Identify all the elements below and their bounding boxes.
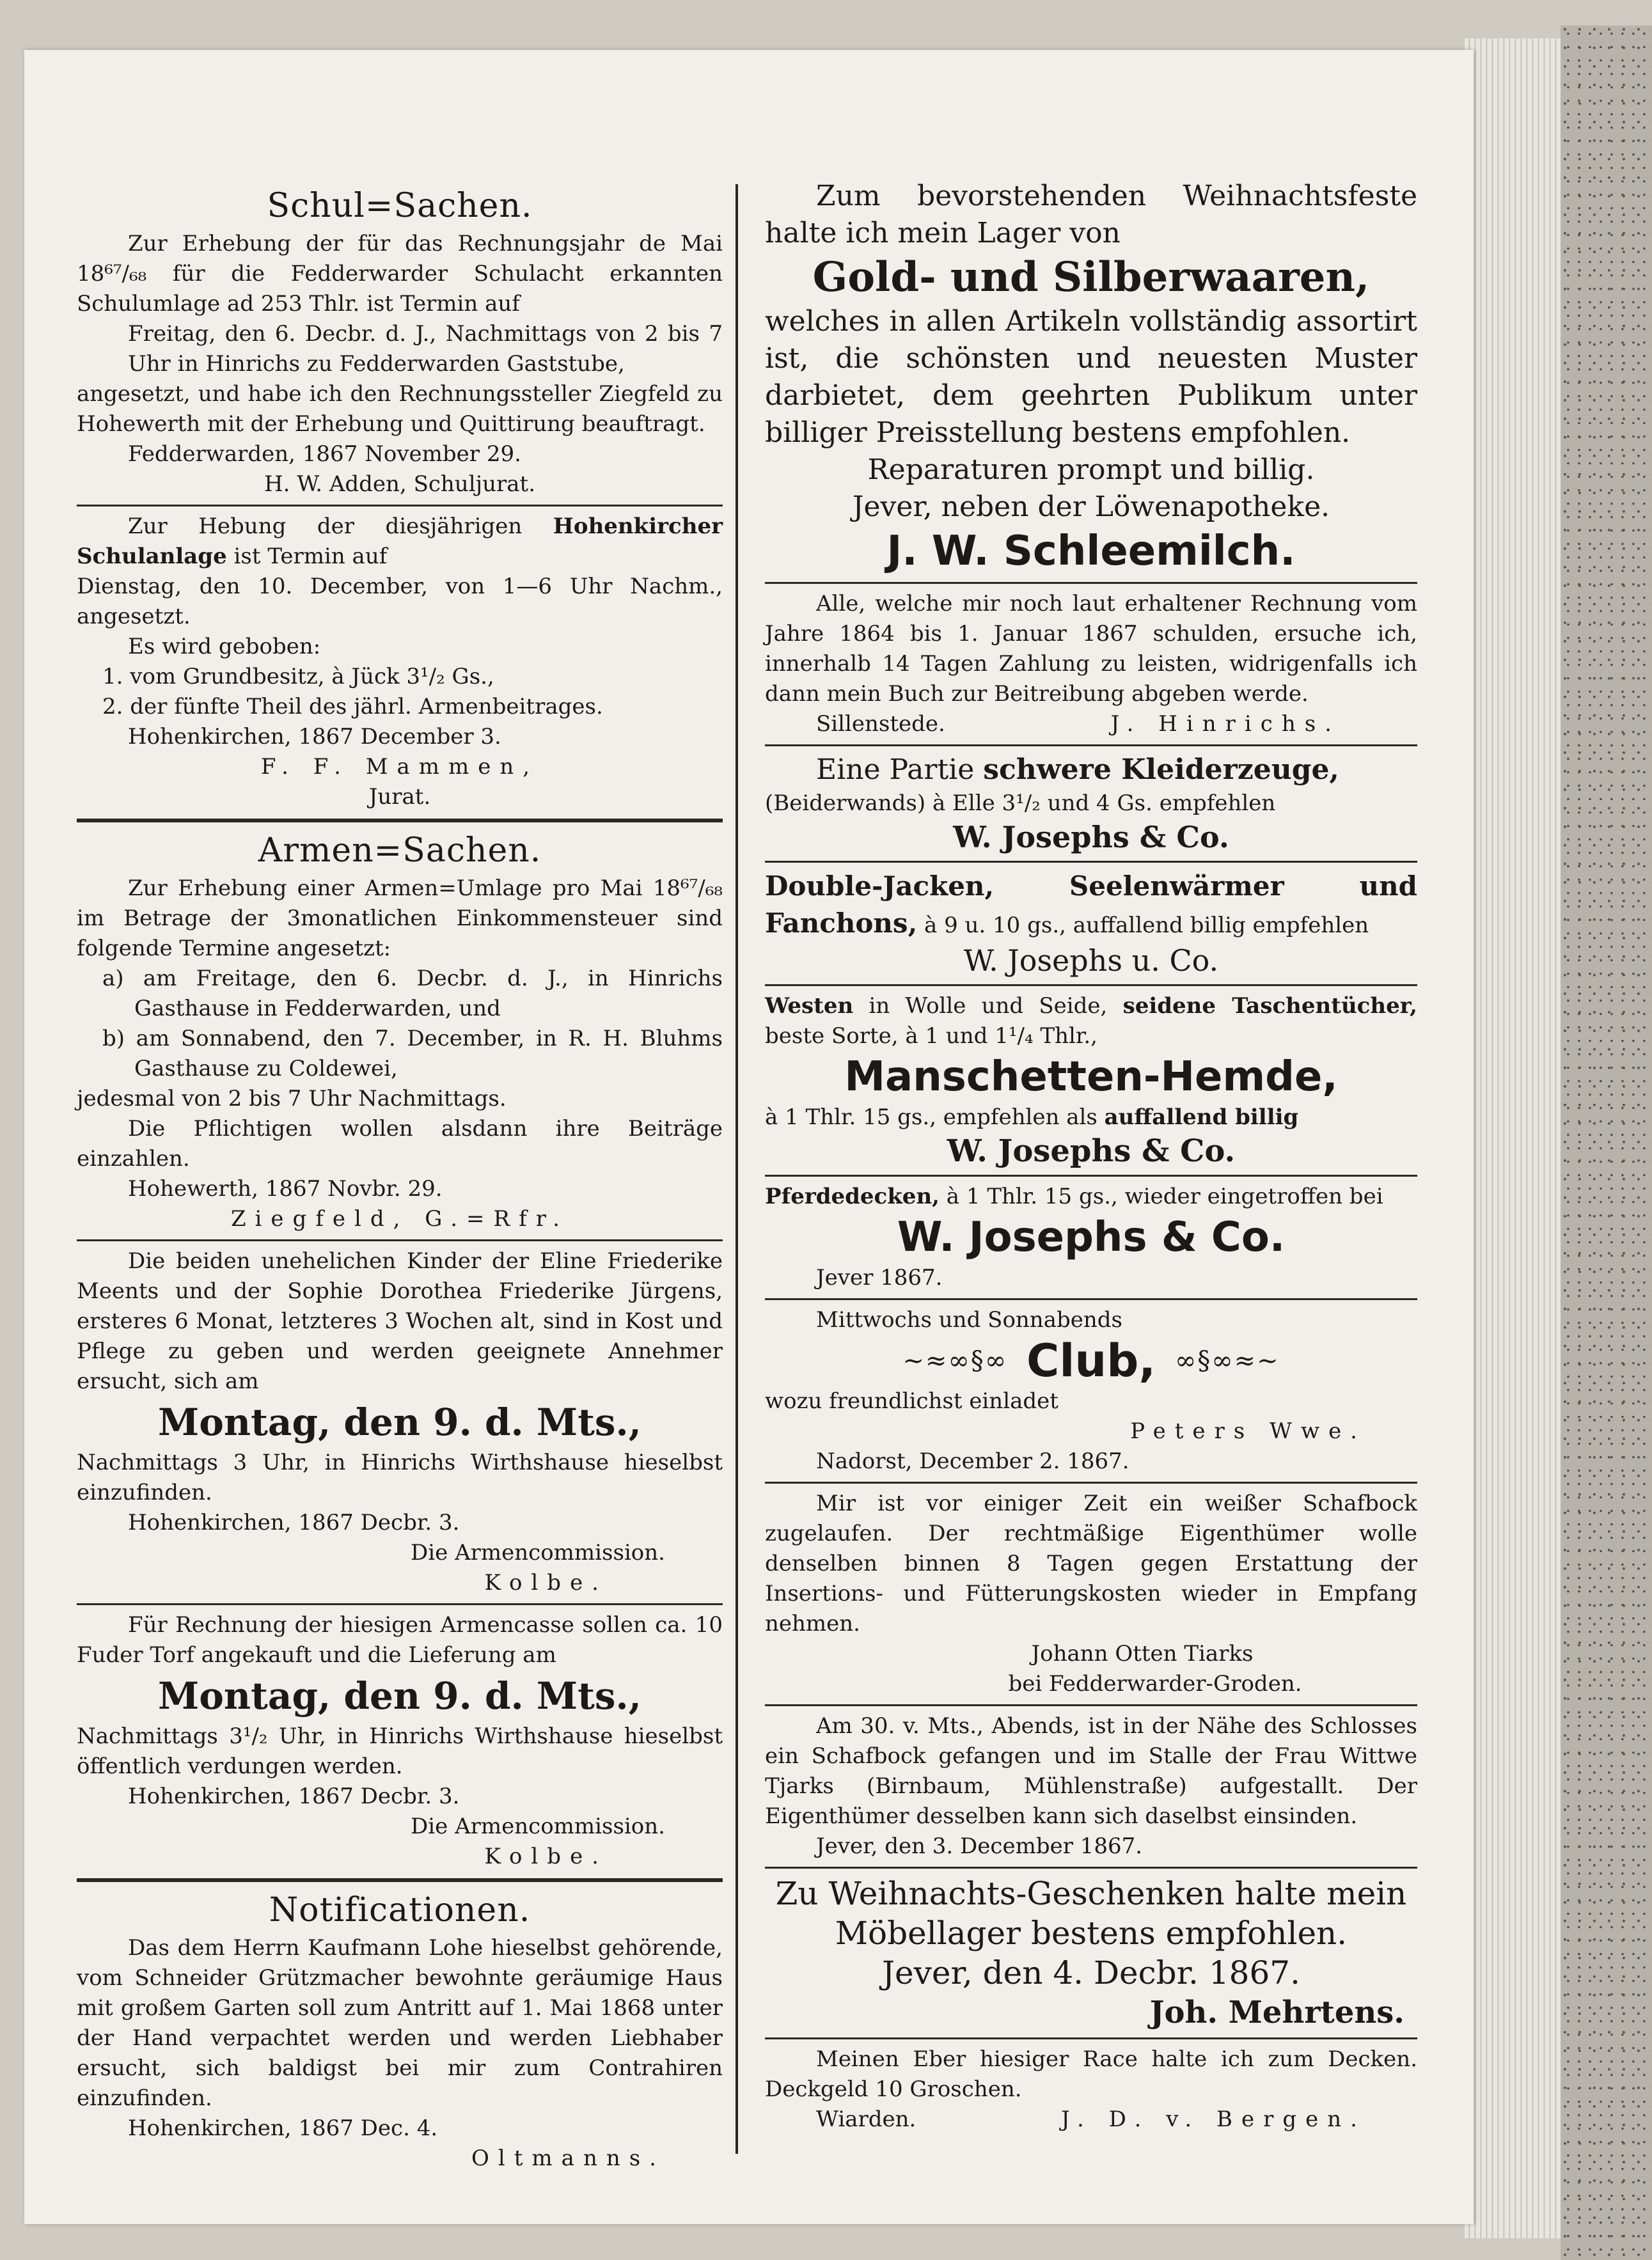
schul-signature: H. W. Adden, Schuljurat. xyxy=(264,471,536,497)
schaf2-text: Am 30. v. Mts., Abends, ist in der Nähe des Schlosses ein Schafbock gefangen und im Stalle der Frau Wittwe Tjarks (Birnbaum, Mühlenstraße) aufgestallt. Der Eigenthümer desselben kann sich daselbst einsinden. xyxy=(765,1713,1417,1829)
kleid-text-1 xyxy=(765,751,1417,789)
westen-headline: Manschetten-Hemde, xyxy=(844,1053,1338,1101)
section-heading-notif: Notificationen. xyxy=(269,1891,531,1929)
divider xyxy=(765,1482,1417,1484)
hohen-text-1c: ist Termin auf xyxy=(226,544,388,569)
divider xyxy=(77,1603,723,1605)
kinder-date-headline: Montag, den 9. d. Mts., xyxy=(158,1401,641,1444)
schaf1-signature-2: bei Fedderwarder-Groden. xyxy=(1008,1671,1302,1697)
kleid-signature: W. Josephs & Co. xyxy=(953,820,1229,854)
kleid-text-1a: Eine Partie xyxy=(816,753,984,786)
divider xyxy=(765,984,1417,986)
gold-headline: Gold- und Silberwaaren, xyxy=(812,253,1370,301)
section-heading-armen: Armen=Sachen. xyxy=(258,831,542,870)
armen-term-a: a) am Freitage, den 6. Decbr. d. J., in Hinrichs Gasthause in Fedderwarden, und xyxy=(102,966,723,1021)
double-signature: W. Josephs u. Co. xyxy=(963,943,1219,978)
gold-text-4: Jever, neben der Löwenapotheke. xyxy=(852,490,1330,523)
westen-text-1c: seidene Taschentücher, xyxy=(1122,993,1418,1019)
eber-text: Meinen Eber hiesiger Race halte ich zum Decken. Deckgeld 10 Groschen. xyxy=(765,2046,1417,2102)
gold-text-1: Zum bevorstehenden Weihnachtsfeste halte ich mein Lager von xyxy=(765,180,1417,249)
westen-text-1b: in Wolle und Seide, xyxy=(853,993,1123,1019)
westen-text-2a: à 1 Thlr. 15 gs., empfehlen als xyxy=(765,1104,1105,1130)
double-text-1a: Double-Jacken, Seelenwärmer und Fanchons, xyxy=(765,870,1417,939)
club-signature: Peters Wwe. xyxy=(1130,1418,1366,1444)
divider xyxy=(77,505,723,506)
schuld-footer xyxy=(765,709,1417,739)
torf-date-headline: Montag, den 9. d. Mts., xyxy=(158,1674,641,1718)
newspaper-page xyxy=(24,50,1474,2224)
torf-text-2: Nachmittags 3¹/₂ Uhr, in Hinrichs Wirthshause hieselbst öffentlich verdungen werden. xyxy=(77,1723,723,1779)
pferd-date: Jever 1867. xyxy=(816,1265,943,1291)
kinder-text-2: Nachmittags 3 Uhr, in Hinrichs Wirthshause hieselbst einzufinden. xyxy=(77,1450,723,1505)
pferd-text-1 xyxy=(765,1182,1417,1212)
hohen-text-1a: Zur Hebung der diesjährigen xyxy=(128,514,553,539)
armen-text-2: jedesmal von 2 bis 7 Uhr Nachmittags. xyxy=(77,1086,507,1111)
kinder-date: Hohenkirchen, 1867 Decbr. 3. xyxy=(128,1510,460,1535)
double-text-1b: à 9 u. 10 gs., auffallend billig empfehlen xyxy=(917,913,1369,938)
double-text-1 xyxy=(765,868,1417,942)
pferd-text-1b: à 1 Thlr. 15 gs., wieder eingetroffen bei xyxy=(940,1184,1383,1209)
moebel-text-2: Jever, den 4. Decbr. 1867. xyxy=(882,1954,1300,1991)
schaf1-text: Mir ist vor einiger Zeit ein weißer Schafbock zugelaufen. Der rechtmäßige Eigenthümer wolle denselben binnen 8 Tagen gegen Erstattung der Insertions- und Fütterungskosten wieder in Empfang nehmen. xyxy=(765,1491,1417,1636)
gold-name: J. W. Schleemilch. xyxy=(886,528,1296,575)
moebel-signature: Joh. Mehrtens. xyxy=(1149,1995,1404,2030)
schul-date: Fedderwarden, 1867 November 29. xyxy=(128,441,521,467)
schul-text-2: Freitag, den 6. Decbr. d. J., Nachmittags von 2 bis 7 Uhr in Hinrichs zu Fedderwarden Gaststube, xyxy=(128,321,723,377)
club-text-1: Mittwochs und Sonnabends xyxy=(816,1307,1122,1333)
schaf1-signature-1: Johann Otten Tiarks xyxy=(1031,1641,1254,1667)
hohen-text-1 xyxy=(77,512,723,572)
westen-text-1d: beste Sorte, à 1 und 1¹/₄ Thlr., xyxy=(765,1023,1097,1049)
hohen-signature-2: Jurat. xyxy=(368,784,431,810)
moebel-text-1: Zu Weihnachts-Geschenken halte mein Möbellager bestens empfohlen. xyxy=(775,1875,1407,1952)
torf-text-1: Für Rechnung der hiesigen Armencasse sollen ca. 10 Fuder Torf angekauft und die Lieferung am xyxy=(77,1612,723,1668)
club-text-2: wozu freundlichst einladet xyxy=(765,1388,1058,1414)
torf-signature-2: Kolbe. xyxy=(484,1844,608,1869)
left-column xyxy=(77,178,723,2174)
eber-place: Wiarden. xyxy=(816,2107,916,2132)
westen-signature: W. Josephs & Co. xyxy=(947,1133,1236,1169)
divider xyxy=(77,1239,723,1241)
divider xyxy=(765,1867,1417,1869)
divider xyxy=(765,1704,1417,1706)
westen-text-2b: auffallend billig xyxy=(1104,1104,1299,1130)
divider xyxy=(765,861,1417,863)
kinder-signature-2: Kolbe. xyxy=(484,1570,608,1596)
hohen-text-3: Es wird geboben: xyxy=(128,634,321,659)
club-headline: Club, xyxy=(1027,1335,1156,1387)
notif-text-1: Das dem Herrn Kaufmann Lohe hieselbst gehörende, vom Schneider Grützmacher bewohnte geräumige Haus mit großem Garten soll zum Antritt auf 1. Mai 1868 unter der Hand verpachtet werden und werden Liebhaber ersucht, sich baldigst bei mir zum Contrahiren einzufinden. xyxy=(77,1935,723,2111)
schuld-signature: J. Hinrichs. xyxy=(1110,711,1341,737)
divider xyxy=(765,1175,1417,1177)
ornament-left-icon: ~≈∞§∞ xyxy=(902,1346,1008,1376)
westen-text-1 xyxy=(765,991,1417,1051)
schul-text-3: angesetzt, und habe ich den Rechnungssteller Ziegfeld zu Hohewerth mit der Erhebung und Quittirung beauftragt. xyxy=(77,381,723,437)
kleid-text-2: (Beiderwands) à Elle 3¹/₂ und 4 Gs. empfehlen xyxy=(765,790,1276,816)
schuld-place: Sillenstede. xyxy=(816,711,945,737)
schul-text-1: Zur Erhebung der für das Rechnungsjahr de Mai 18⁶⁷/₆₈ für die Fedderwarder Schulacht erkannten Schulumlage ad 253 Thlr. ist Termin auf xyxy=(77,231,723,317)
divider-thick xyxy=(77,819,723,822)
hohen-signature-1: F. F. Mammen, xyxy=(260,754,539,780)
westen-text-1a: Westen xyxy=(765,993,854,1019)
gold-text-2: welches in allen Artikeln vollständig assortirt ist, die schönsten und neuesten Muster darbietet, dem geehrten Publikum unter billiger Preisstellung bestens empfohlen. xyxy=(765,305,1417,449)
kinder-signature-1: Die Armencommission. xyxy=(411,1540,665,1566)
club-headline-row xyxy=(765,1335,1417,1386)
eber-footer xyxy=(765,2105,1417,2135)
armen-text-3: Die Pflichtigen wollen alsdann ihre Beiträge einzahlen. xyxy=(77,1116,723,1172)
hohen-date: Hohenkirchen, 1867 December 3. xyxy=(128,724,501,749)
divider xyxy=(765,1298,1417,1300)
column-divider xyxy=(736,184,738,2154)
notif-signature: Oltmanns. xyxy=(471,2146,665,2171)
kinder-text-1: Die beiden unehelichen Kinder der Eline Friederike Meents und der Sophie Dorothea Friederike Jürgens, ersteres 6 Monat, letzteres 3 Wochen alt, sind in Kost und Pflege zu geben und werden geeignete Annehmer ersucht, sich am xyxy=(77,1248,723,1394)
hohen-item-1: 1. vom Grundbesitz, à Jück 3¹/₂ Gs., xyxy=(102,664,494,689)
pferd-text-1a: Pferdedecken, xyxy=(765,1184,940,1209)
armen-term-b: b) am Sonnabend, den 7. December, in R. H. Bluhms Gasthause zu Coldewei, xyxy=(102,1026,723,1081)
club-date: Nadorst, December 2. 1867. xyxy=(816,1448,1129,1474)
armen-date: Hohewerth, 1867 Novbr. 29. xyxy=(128,1176,443,1202)
hohen-item-2: 2. der fünfte Theil des jährl. Armenbeitrages. xyxy=(102,694,603,719)
torf-signature-1: Die Armencommission. xyxy=(411,1814,665,1839)
armen-signature: Ziegfeld, G.=Rfr. xyxy=(230,1206,569,1232)
gold-text-3: Reparaturen prompt und billig. xyxy=(867,453,1315,486)
divider-thick xyxy=(77,1878,723,1882)
book-cover-edge xyxy=(1561,26,1652,2260)
hohen-text-2: Dienstag, den 10. December, von 1—6 Uhr Nachm., angesetzt. xyxy=(77,574,723,629)
torf-date: Hohenkirchen, 1867 Decbr. 3. xyxy=(128,1784,460,1809)
westen-text-2 xyxy=(765,1103,1417,1133)
ornament-right-icon: ∞§∞≈~ xyxy=(1174,1346,1280,1376)
schuld-text: Alle, welche mir noch laut erhaltener Rechnung vom Jahre 1864 bis 1. Januar 1867 schulden, ersuche ich, innerhalb 14 Tagen Zahlung zu leisten, widrigenfalls ich dann mein Buch zur Beitreibung abgeben werde. xyxy=(765,591,1417,707)
schaf2-date: Jever, den 3. December 1867. xyxy=(816,1833,1143,1859)
right-column xyxy=(765,178,1417,2135)
armen-text-1: Zur Erhebung einer Armen=Umlage pro Mai 18⁶⁷/₆₈ im Betrage der 3monatlichen Einkommensteuer sind folgende Termine angesetzt: xyxy=(77,875,723,961)
pferd-headline: W. Josephs & Co. xyxy=(897,1214,1286,1261)
hohen-text-1b: Hohenkircher Schulanlage xyxy=(77,514,723,569)
eber-signature: J. D. v. Bergen. xyxy=(1060,2107,1366,2132)
notif-date: Hohenkirchen, 1867 Dec. 4. xyxy=(128,2115,438,2141)
kleid-text-1b: schwere Kleiderzeuge, xyxy=(983,753,1339,786)
divider xyxy=(765,744,1417,746)
divider xyxy=(765,2037,1417,2039)
divider xyxy=(765,582,1417,584)
section-heading-schul: Schul=Sachen. xyxy=(267,187,533,225)
